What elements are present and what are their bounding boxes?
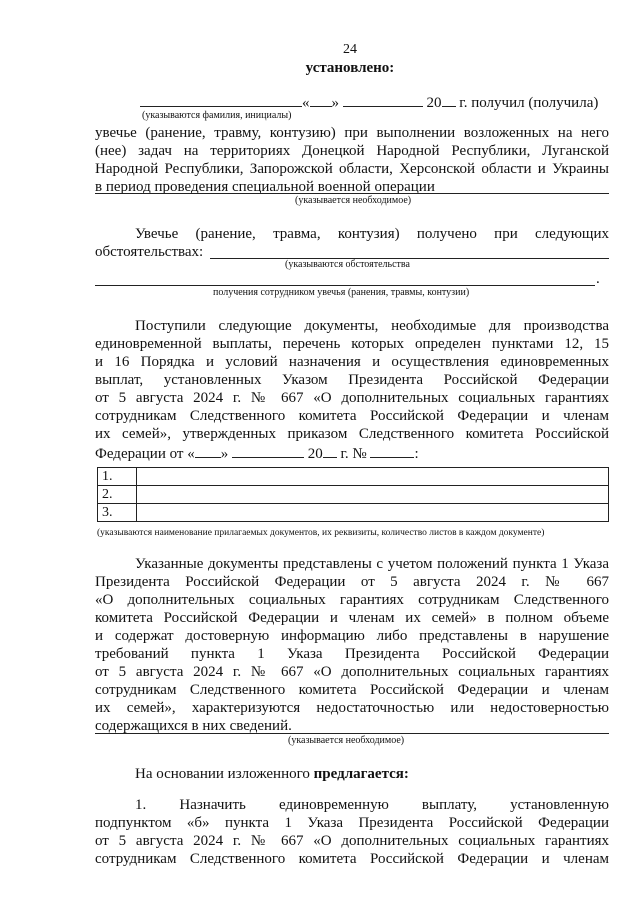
documents-line-4: выплат, установленных Указом Президента Российской Федерации (95, 372, 609, 388)
presented-line-2: Президента Российской Федерации от 5 августа 2024 г. № 667 (95, 574, 609, 590)
documents-table (97, 467, 609, 522)
necessary-hint-2: (указывается необходимое) (288, 735, 405, 746)
order-day-blank[interactable] (195, 443, 221, 458)
table-row (98, 504, 609, 522)
order-number-label: г. № (336, 446, 367, 462)
order-quote-close: » (220, 446, 229, 462)
order-number-blank[interactable] (370, 443, 414, 458)
presented-underline (95, 733, 609, 734)
received-text: г. получил (получила) (455, 95, 599, 111)
row-number: 3. (98, 504, 137, 522)
presented-line-9: их семей», характеризуются недостаточностью или недостоверностью (95, 700, 609, 716)
presented-line-5: и содержат достоверную информацию либо представлены в нарушение (95, 628, 609, 644)
presented-line-7: от 5 августа 2024 г. № 667 «О дополнительных социальных гарантиях (95, 664, 609, 680)
injury-line-2: (нее) задач на территориях Донецкой Народной Республики, Луганской (95, 143, 609, 159)
table-hint: (указываются наименование прилагаемых документов, их реквизиты, количество листов в каждом документе) (97, 528, 545, 538)
year-blank[interactable] (442, 92, 456, 107)
circumstances-blank-2[interactable] (95, 285, 595, 286)
injury-underline (95, 193, 609, 194)
documents-line-1: Поступили следующие документы, необходимые для производства (135, 318, 609, 334)
documents-line-6: сотрудникам Следственного комитета Российской Федерации и членам (95, 408, 609, 424)
presented-line-1: Указанные документы представлены с учетом положений пункта 1 Указа (135, 556, 609, 572)
circumstances-hint: (указываются обстоятельства (285, 259, 410, 270)
section-heading: установлено: (305, 60, 395, 76)
documents-line-2: единовременной выплаты, перечень которых определен пунктами 12, 15 (95, 336, 609, 352)
page-number: 24 (343, 42, 357, 57)
order-prefix: Федерации от « (95, 446, 195, 462)
circumstances-label: обстоятельствах: (95, 244, 204, 260)
day-blank[interactable] (310, 92, 332, 107)
circumstances-end-mark: . (596, 271, 600, 287)
row-number: 2. (98, 486, 137, 504)
item1-line-3: от 5 августа 2024 г. № 667 «О дополнительных социальных гарантиях (95, 833, 609, 849)
presented-line-3: «О дополнительных социальных гарантиях сотрудникам Следственного (95, 592, 609, 608)
item1-line-2: подпунктом «б» пункта 1 Указа Президента Российской Федерации (95, 815, 609, 831)
proposal-lead: На основании изложенного (135, 766, 314, 782)
circumstances-line-1: Увечье (ранение, травма, контузия) получено при следующих (135, 226, 609, 242)
order-year-blank[interactable] (323, 443, 337, 458)
year-prefix: 20 (426, 95, 442, 111)
month-blank[interactable] (343, 92, 423, 107)
necessary-hint-1: (указывается необходимое) (295, 195, 412, 206)
quote-open: « (302, 95, 310, 111)
presented-line-10: содержащихся в них сведений. (95, 718, 292, 734)
quote-close: » (331, 95, 339, 111)
intro-line (140, 92, 598, 112)
proposal-line (135, 765, 409, 783)
presented-line-4: комитета Российской Федерации и членам их семей» в полном объеме (95, 610, 609, 626)
proposal-keyword: предлагается: (313, 766, 409, 782)
injury-line-3: Народной Республики, Запорожской области, Херсонской области и Украины (95, 161, 609, 177)
table-row (98, 468, 609, 486)
row-number: 1. (98, 468, 137, 486)
document-cell[interactable] (137, 486, 609, 504)
circumstances-hint-2: получения сотрудником увечья (ранения, травмы, контузии) (213, 287, 470, 298)
name-hint: (указываются фамилия, инициалы) (142, 110, 292, 121)
injury-line-1: увечье (ранение, травму, контузию) при выполнении возложенных на него (95, 125, 609, 141)
item1-line-1: 1. Назначить единовременную выплату, установленную (135, 797, 609, 813)
order-month-blank[interactable] (232, 443, 304, 458)
name-blank[interactable] (140, 92, 302, 107)
documents-line-3: и 16 Порядка и условий назначения и осуществления единовременных (95, 354, 609, 370)
presented-line-6: требований пункта 1 Указа Президента Российской Федерации (95, 646, 609, 662)
document-cell[interactable] (137, 504, 609, 522)
table-row (98, 486, 609, 504)
documents-line-7: их семей», утвержденных приказом Следственного комитета Российской (95, 426, 609, 442)
document-cell[interactable] (137, 468, 609, 486)
order-line (95, 443, 419, 463)
order-year: 20 (307, 446, 323, 462)
injury-line-4: в период проведения специальной военной операции (95, 179, 435, 195)
item1-line-4: сотрудникам Следственного комитета Российской Федерации и членам (95, 851, 609, 867)
order-end: : (414, 446, 419, 462)
presented-line-8: сотрудникам Следственного комитета Российской Федерации и членам (95, 682, 609, 698)
documents-line-5: от 5 августа 2024 г. № 667 «О дополнительных социальных гарантиях (95, 390, 609, 406)
